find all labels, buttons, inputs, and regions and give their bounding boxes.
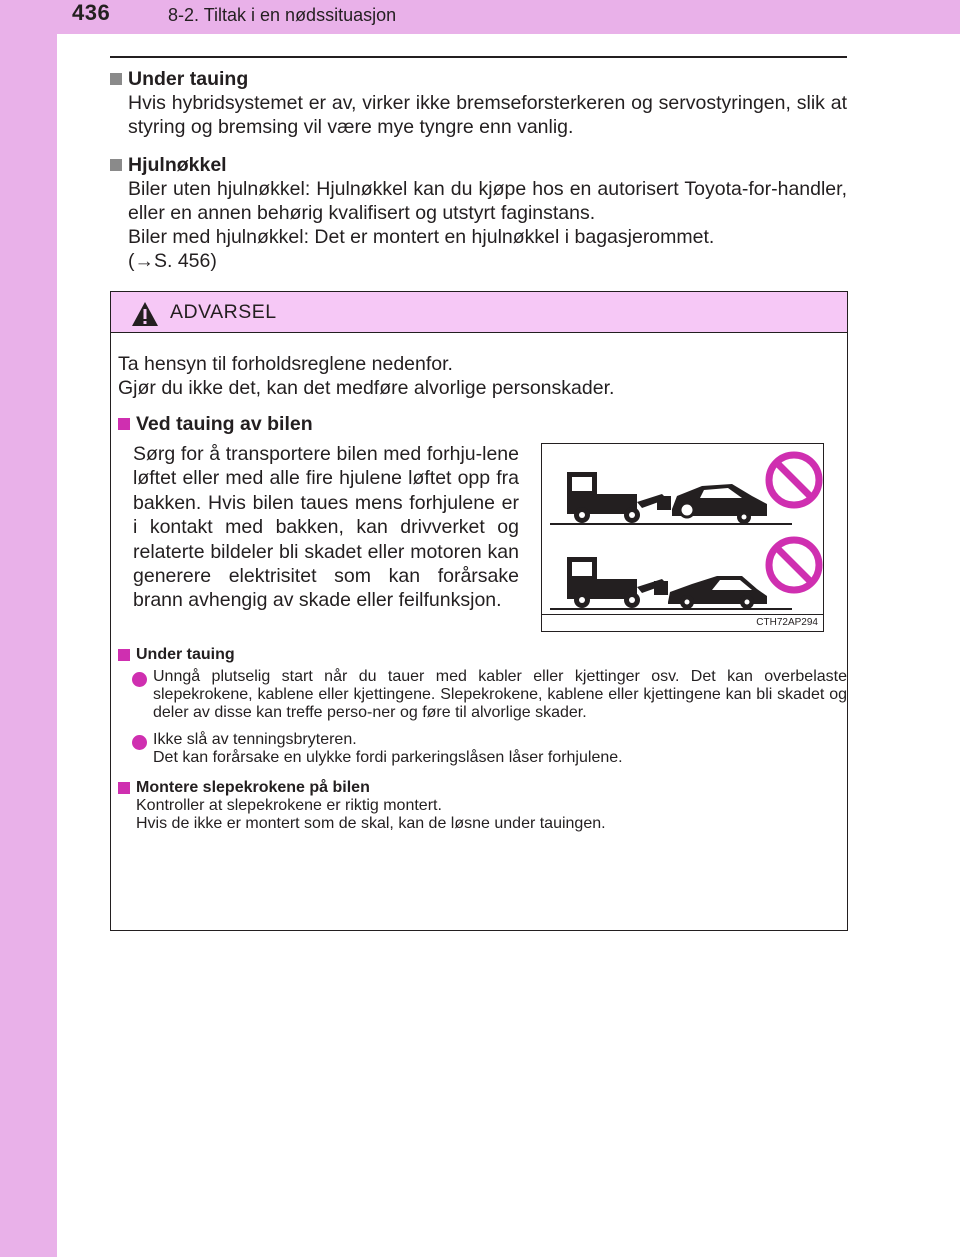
warning-box bbox=[110, 291, 848, 931]
warning-heading-hooks: Montere slepekrokene på bilen bbox=[118, 779, 847, 797]
round-bullet-icon bbox=[132, 672, 147, 687]
warning-triangle-icon bbox=[131, 301, 159, 327]
page-header-band bbox=[0, 0, 960, 34]
bullet-item: Unngå plutselig start når du tauer med kabler eller kjettinger osv. Det kan overbelaste slepekrokene, kablene eller kjettingene. Slepekrokene, kablene eller kjettingene kan bli skadet og deler av disse kan treffe perso-ner og føre til alvorlige skader. bbox=[118, 668, 847, 722]
square-bullet-icon bbox=[110, 73, 122, 85]
warning-lower bbox=[118, 643, 847, 833]
hooks-body: Kontroller at slepekrokene er riktig montert. Hvis de ikke er montert som de skal, kan de løsne under tauingen. bbox=[136, 797, 606, 832]
page-reference: (→S. 456) bbox=[128, 250, 217, 272]
warning-header bbox=[111, 292, 847, 333]
section-body: Hvis hybridsystemet er av, virker ikke bremseforsterkeren og servostyringen, slik at styring og bremsing vil være mye tyngre enn vanlig. bbox=[128, 92, 847, 138]
round-bullet-icon bbox=[132, 735, 147, 750]
warning-body: Ta hensyn til forholdsreglene nedenfor. Gjør du ikke det, kan det medføre alvorlige personskader. Ved tauing av bilen bbox=[118, 352, 841, 436]
square-bullet-icon bbox=[110, 159, 122, 171]
figure-label: CTH72AP294 bbox=[756, 617, 818, 628]
square-bullet-icon bbox=[118, 782, 130, 794]
towing-paragraph: Sørg for å transportere bilen med forhju-lene løftet eller med alle fire hjulene løftet opp fra bakken. Hvis bilen taues mens forhjulene er i kontakt med bakken, kan drivverket og relaterte bildeler bli skadet eller motoren kan generere elektrisitet som kan forårsake brann avhengig av skade eller feilfunksjon. bbox=[133, 443, 519, 612]
section-heading-under-tauing: Under tauing bbox=[110, 67, 847, 91]
main-content bbox=[110, 64, 847, 273]
page-number: 436 bbox=[72, 0, 111, 25]
section-body: Biler uten hjulnøkkel: Hjulnøkkel kan du kjøpe hos en autorisert Toyota-for-handler, eller en annen behørig kvalifisert og utstyrt faginstans. Biler med hjulnøkkel: Det er montert en hjulnøkkel i bagasjerommet. (→S. 456) bbox=[128, 178, 847, 272]
section-title: 8-2. Tiltak i en nødssituasjon bbox=[168, 5, 397, 25]
square-bullet-icon bbox=[118, 418, 130, 430]
tow-truck-icon bbox=[542, 444, 823, 631]
warning-title: ADVARSEL bbox=[170, 301, 277, 323]
page-side-band bbox=[0, 0, 57, 1257]
bullet-item: Ikke slå av tenningsbryteren. Det kan forårsake en ulykke fordi parkeringslåsen låser forhjulene. bbox=[118, 731, 847, 767]
warning-heading-under-tauing: Under tauing bbox=[118, 646, 847, 664]
divider bbox=[110, 56, 847, 58]
square-bullet-icon bbox=[118, 649, 130, 661]
section-heading-hjulnokkel: Hjulnøkkel bbox=[110, 153, 847, 177]
towing-illustration bbox=[541, 443, 824, 632]
warning-heading-towing: Ved tauing av bilen bbox=[118, 412, 841, 436]
